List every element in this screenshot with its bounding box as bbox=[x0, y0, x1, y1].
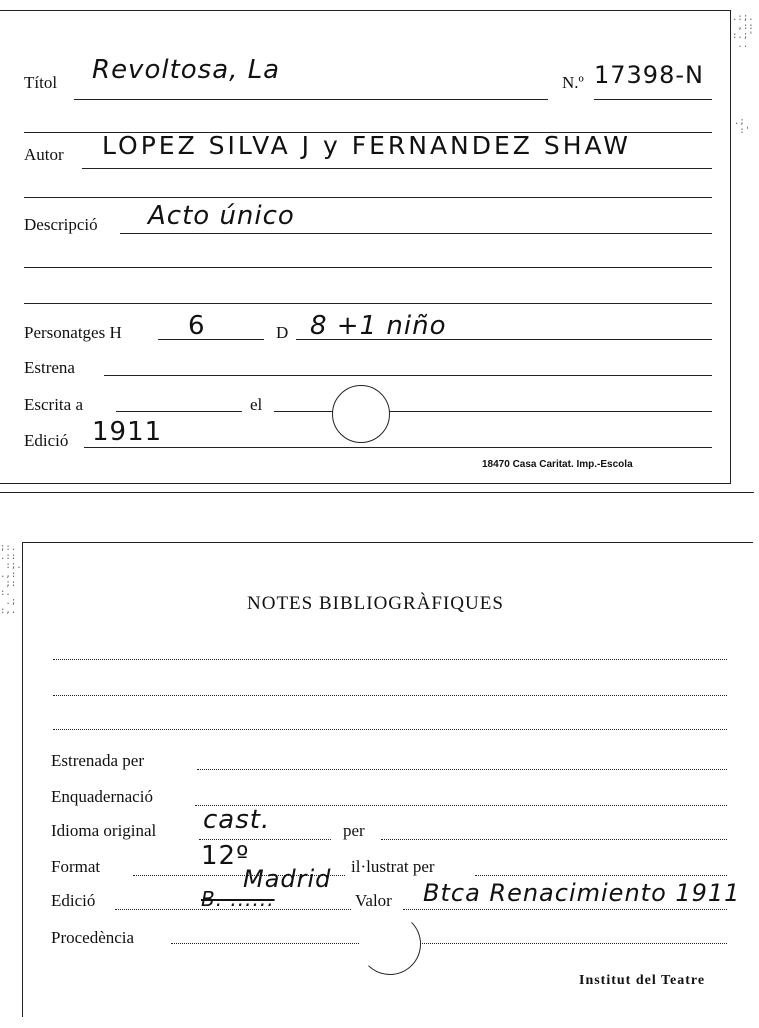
numero-label: N.º bbox=[562, 73, 584, 92]
idioma-line bbox=[199, 839, 331, 840]
estrenada-line bbox=[197, 769, 727, 770]
scan-noise: .:;. ,:: :.;' .. bbox=[732, 13, 754, 50]
illustrat-label: il·lustrat per bbox=[351, 857, 435, 876]
card-separator bbox=[0, 492, 754, 493]
edicio-label: Edició bbox=[24, 431, 69, 450]
descripcio-label: Descripció bbox=[24, 215, 98, 234]
estrena-label: Estrena bbox=[24, 358, 75, 377]
estrena-line bbox=[104, 375, 712, 376]
personatges-d-line bbox=[296, 339, 712, 340]
edicio-line bbox=[84, 447, 712, 448]
personatges-h-line bbox=[158, 339, 264, 340]
per-line bbox=[381, 839, 727, 840]
estrenada-label: Estrenada per bbox=[51, 751, 144, 770]
edicio2-line bbox=[115, 909, 351, 910]
institution-name: Institut del Teatre bbox=[579, 973, 706, 988]
enquadernacio-line bbox=[195, 805, 727, 806]
punch-hole bbox=[359, 913, 421, 975]
catalog-card-front bbox=[0, 10, 731, 484]
valor-value: Btca Renacimiento 1911 bbox=[423, 879, 741, 907]
scan-noise: ;:. .:: :;. .,: ;: :. .; :,. bbox=[0, 543, 22, 616]
el-label: el bbox=[250, 395, 263, 414]
catalog-card-back bbox=[22, 542, 753, 1017]
notes-dotted-line bbox=[53, 659, 727, 660]
escrita-label: Escrita a bbox=[24, 395, 83, 414]
procedencia-line bbox=[171, 943, 727, 944]
autor-label: Autor bbox=[24, 145, 64, 164]
format-value: 12º bbox=[201, 841, 250, 871]
procedencia-label: Procedència bbox=[51, 928, 135, 947]
scan-noise: .; :' bbox=[734, 117, 751, 136]
blank-line bbox=[24, 303, 712, 304]
notes-dotted-line bbox=[53, 729, 727, 730]
autor-line bbox=[82, 168, 712, 169]
descripcio-line bbox=[120, 233, 712, 234]
valor-line bbox=[403, 909, 727, 910]
enquadernacio-label: Enquadernació bbox=[51, 787, 153, 806]
numero-line bbox=[594, 99, 712, 100]
personatges-label: Personatges H bbox=[24, 323, 122, 342]
valor-label: Valor bbox=[355, 891, 392, 910]
illustrat-line bbox=[475, 875, 727, 876]
descripcio-value: Acto único bbox=[148, 201, 295, 231]
blank-line bbox=[24, 267, 712, 268]
blank-line bbox=[24, 197, 712, 198]
idioma-label: Idioma original bbox=[51, 821, 157, 840]
personatges-h-value: 6 bbox=[188, 311, 206, 341]
personatges-d-label: D bbox=[276, 323, 289, 342]
numero-value: 17398-N bbox=[594, 61, 704, 89]
per-label: per bbox=[343, 821, 365, 840]
notes-title: NOTES BIBLIOGRÀFIQUES bbox=[247, 593, 504, 614]
titol-value: Revoltosa, La bbox=[92, 55, 281, 85]
edicio2-label: Edició bbox=[51, 891, 96, 910]
autor-value: LOPEZ SILVA J y FERNANDEZ SHAW bbox=[102, 131, 631, 160]
edicio2-value: Madrid bbox=[243, 865, 332, 893]
punch-hole bbox=[332, 385, 390, 443]
idioma-value: cast. bbox=[203, 805, 271, 835]
escrita-line bbox=[116, 411, 242, 412]
format-label: Format bbox=[51, 857, 101, 876]
printer-imprint: 18470 Casa Caritat. Imp.-Escola bbox=[482, 459, 633, 470]
titol-line bbox=[74, 99, 548, 100]
personatges-d-value: 8 +1 niño bbox=[310, 311, 447, 341]
edicio-value: 1911 bbox=[92, 417, 163, 447]
notes-dotted-line bbox=[53, 695, 727, 696]
titol-label: Títol bbox=[24, 73, 58, 92]
edicio2-crossed-value: B. ...... bbox=[201, 887, 275, 911]
